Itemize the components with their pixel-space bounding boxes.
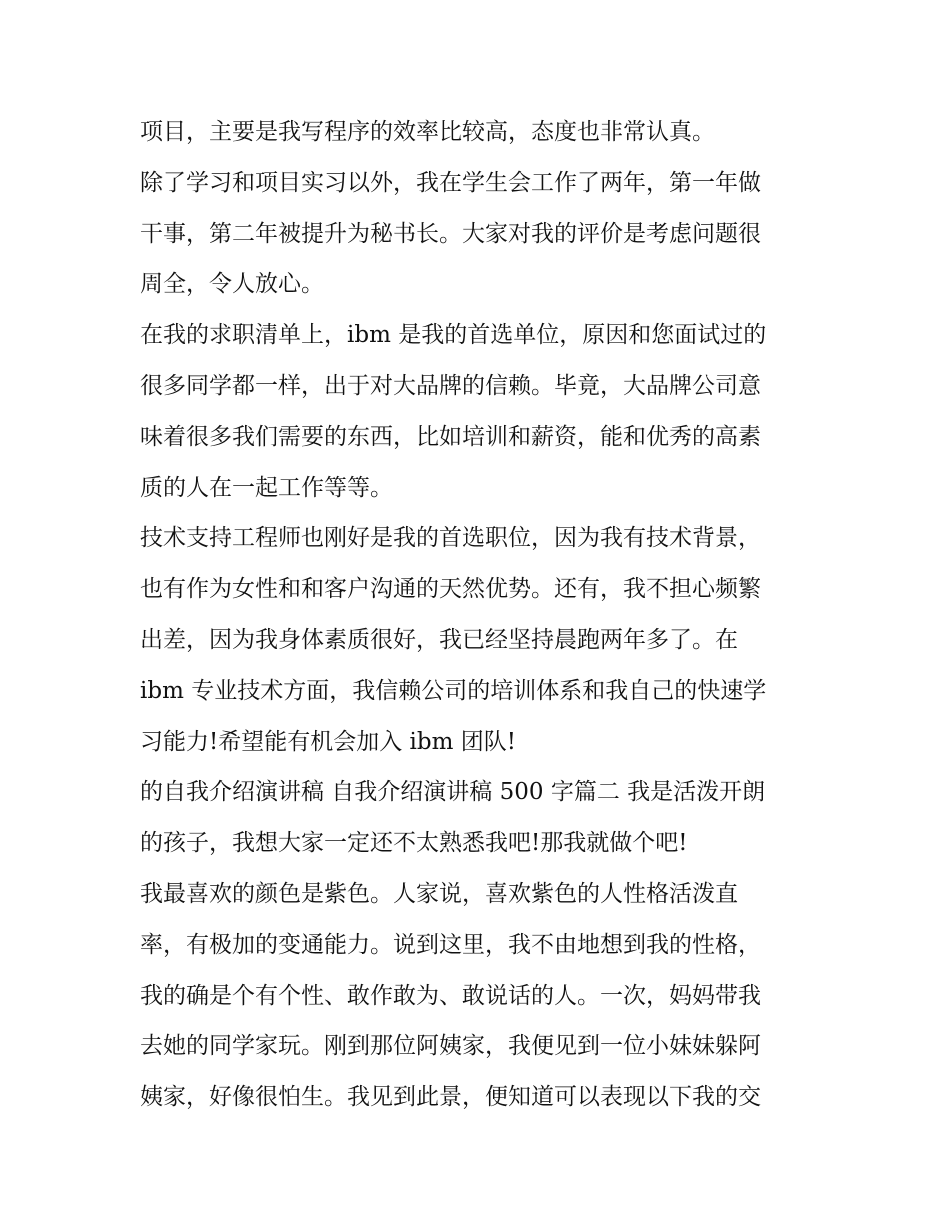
text-line: 很多同学都一样，出于对大品牌的信赖。毕竟，大品牌公司意 <box>140 372 761 399</box>
text-line: 也有作为女性和和客户沟通的天然优势。还有，我不担心频繁 <box>140 576 761 603</box>
text-line: 项目，主要是我写程序的效率比较高，态度也非常认真。 <box>140 119 715 145</box>
text-line: 姨家，好像很怕生。我见到此景，便知道可以表现以下我的交 <box>140 1084 761 1111</box>
text-line: 在我的求职清单上，ibm 是我的首选单位，原因和您面试过的 <box>140 322 767 349</box>
text-line: ibm 专业技术方面，我信赖公司的培训体系和我自己的快速学 <box>140 677 767 704</box>
document-body <box>140 107 820 1123</box>
text-line: 我最喜欢的颜色是紫色。人家说，喜欢紫色的人性格活泼直 <box>140 880 738 907</box>
text-line: 除了学习和项目实习以外，我在学生会工作了两年，第一年做 <box>140 169 761 196</box>
text-line: 技术支持工程师也刚好是我的首选职位，因为我有技术背景， <box>140 525 761 552</box>
text-line: 出差，因为我身体素质很好，我已经坚持晨跑两年多了。在 <box>140 626 738 653</box>
text-line: 味着很多我们需要的东西，比如培训和薪资，能和优秀的高素 <box>140 423 761 450</box>
text-line: 周全，令人放心。 <box>140 271 324 298</box>
text-line: 率，有极加的变通能力。说到这里，我不由地想到我的性格， <box>140 931 761 958</box>
text-line: 的自我介绍演讲稿 自我介绍演讲稿 500 字篇二 我是活泼开朗 <box>140 779 766 806</box>
text-line: 的孩子，我想大家一定还不太熟悉我吧!那我就做个吧! <box>140 830 688 857</box>
text-line: 去她的同学家玩。刚到那位阿姨家，我便见到一位小妹妹躲阿 <box>140 1033 761 1060</box>
text-line: 习能力!希望能有机会加入 ibm 团队! <box>140 728 516 755</box>
text-line: 质的人在一起工作等等。 <box>140 474 393 501</box>
text-line: 我的确是个有个性、敢作敢为、敢说话的人。一次，妈妈带我 <box>140 982 761 1009</box>
text-line: 干事，第二年被提升为秘书长。大家对我的评价是考虑问题很 <box>140 220 761 247</box>
